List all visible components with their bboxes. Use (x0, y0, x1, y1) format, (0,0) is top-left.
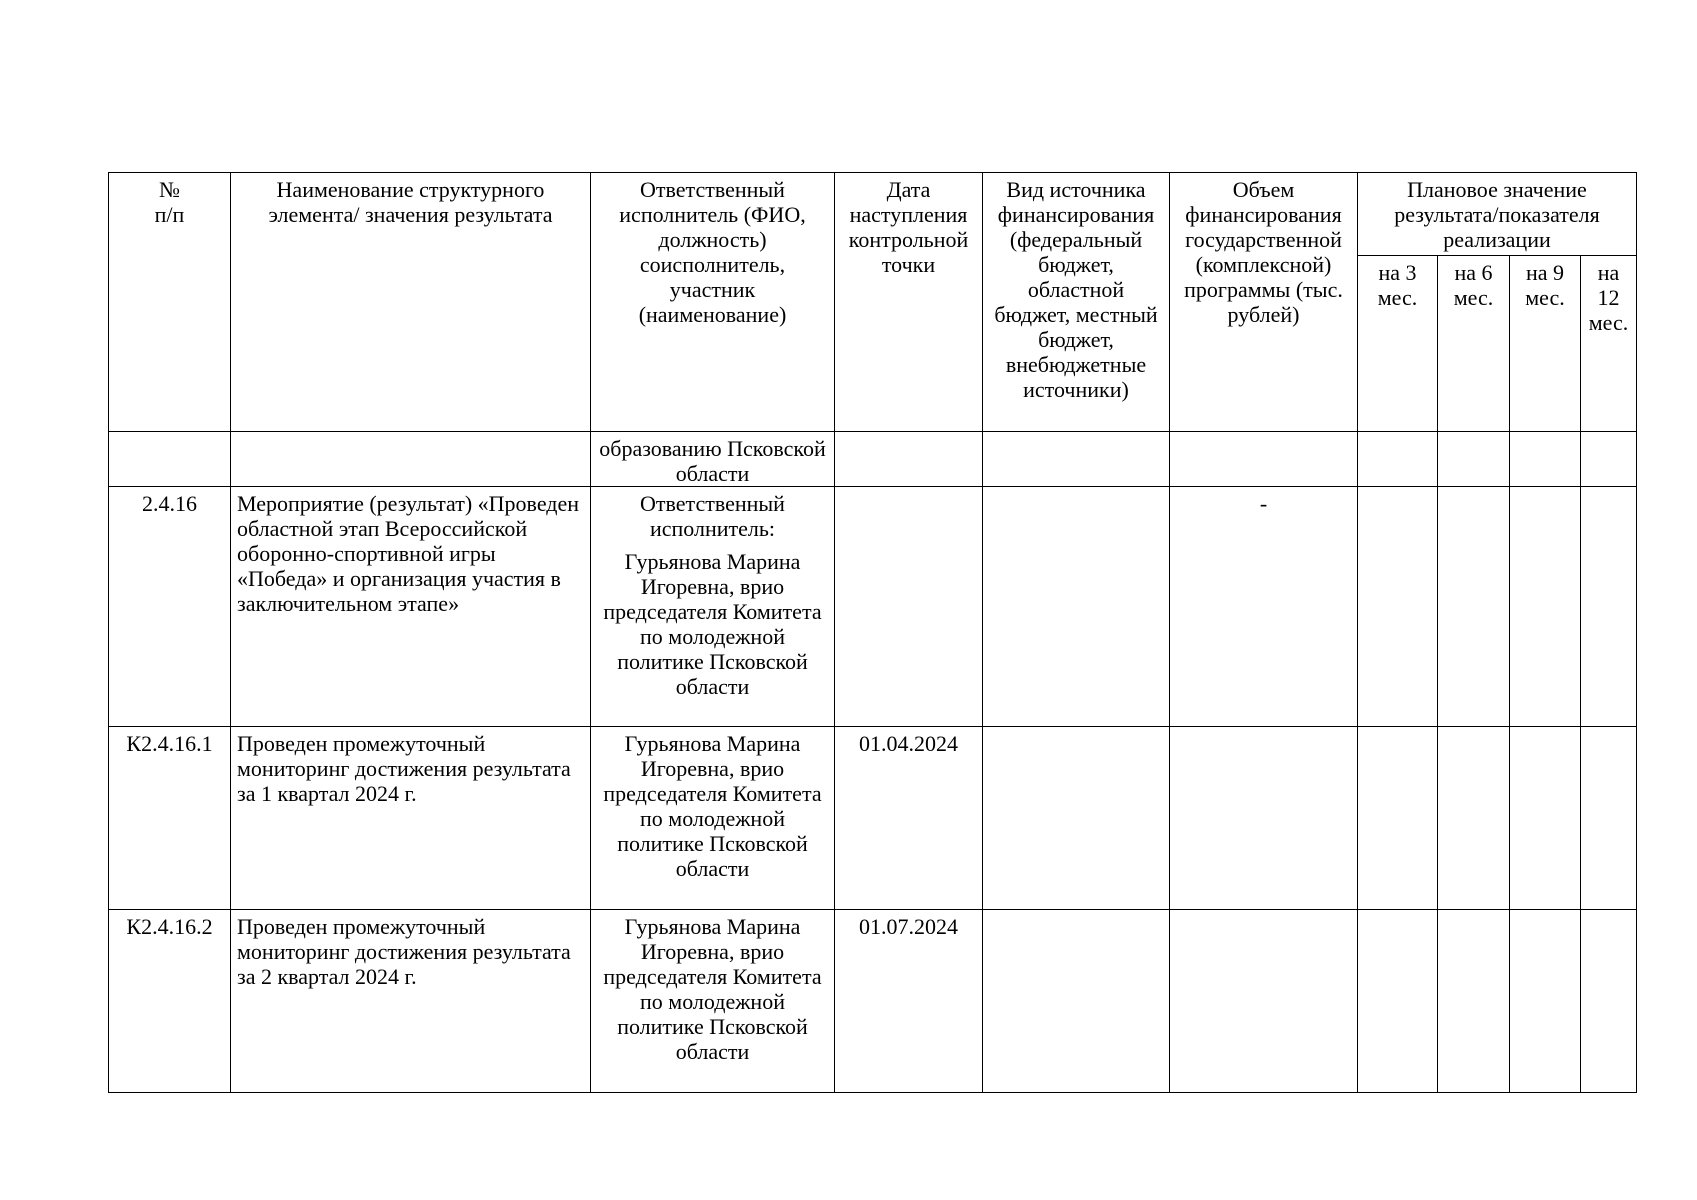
row-responsible-label: Ответственный исполнитель: (640, 491, 785, 541)
row-responsible (591, 910, 835, 1093)
header-name: Наименование структурного элемента/ значения результата (231, 173, 591, 432)
plan-table (108, 172, 1637, 1093)
row-m9 (1510, 487, 1581, 727)
row-volume (1170, 727, 1358, 910)
row-m9 (1510, 727, 1581, 910)
header-m6: на 6 мес. (1438, 256, 1510, 432)
row-responsible (591, 432, 835, 487)
header-plan: Плановое значение результата/показателя реализации (1358, 173, 1637, 256)
row-responsible (591, 727, 835, 910)
row-responsible-text: Гурьянова Марина Игоревна, врио председателя Комитета по молодежной политике Псковской области (603, 914, 822, 1064)
row-m12 (1581, 910, 1637, 1093)
row-m3 (1358, 432, 1438, 487)
row-m3 (1358, 910, 1438, 1093)
row-m9 (1510, 910, 1581, 1093)
header-source: Вид источника финансирования (федеральный бюджет, областной бюджет, местный бюджет, внебюджетные источники) (983, 173, 1170, 432)
table-row (109, 487, 1637, 727)
row-responsible-text: Гурьянова Марина Игоревна, врио председателя Комитета по молодежной политике Псковской области (603, 731, 822, 881)
row-responsible (591, 487, 835, 727)
row-responsible-text: Гурьянова Марина Игоревна, врио председателя Комитета по молодежной политике Псковской области (603, 549, 822, 699)
row-date: 01.04.2024 (835, 727, 983, 910)
row-m3 (1358, 727, 1438, 910)
header-m12: на 12 мес. (1581, 256, 1637, 432)
row-volume (1170, 910, 1358, 1093)
row-name: Мероприятие (результат) «Проведен областной этап Всероссийской оборонно-спортивной игры «Победа» и организация участия в заключительном этапе» (231, 487, 591, 727)
row-num: К2.4.16.1 (109, 727, 231, 910)
row-name (231, 432, 591, 487)
row-source (983, 727, 1170, 910)
row-volume (1170, 432, 1358, 487)
header-m3: на 3 мес. (1358, 256, 1438, 432)
row-source (983, 487, 1170, 727)
header-date: Дата наступления контрольной точки (835, 173, 983, 432)
row-name: Проведен промежуточный мониторинг достижения результата за 2 квартал 2024 г. (231, 910, 591, 1093)
row-responsible-text: образованию Псковской области (599, 436, 826, 486)
table-row (109, 910, 1637, 1093)
row-name: Проведен промежуточный мониторинг достижения результата за 1 квартал 2024 г. (231, 727, 591, 910)
row-date (835, 432, 983, 487)
table-row (109, 432, 1637, 487)
row-m6 (1438, 910, 1510, 1093)
row-m6 (1438, 487, 1510, 727)
row-date: 01.07.2024 (835, 910, 983, 1093)
row-m6 (1438, 432, 1510, 487)
row-num (109, 432, 231, 487)
row-volume: - (1170, 487, 1358, 727)
row-date (835, 487, 983, 727)
table-row (109, 727, 1637, 910)
row-m12 (1581, 432, 1637, 487)
row-source (983, 432, 1170, 487)
row-m9 (1510, 432, 1581, 487)
row-m6 (1438, 727, 1510, 910)
header-m9: на 9 мес. (1510, 256, 1581, 432)
row-source (983, 910, 1170, 1093)
header-volume: Объем финансирования государственной (комплексной) программы (тыс. рублей) (1170, 173, 1358, 432)
row-num: 2.4.16 (109, 487, 231, 727)
row-m3 (1358, 487, 1438, 727)
row-m12 (1581, 487, 1637, 727)
header-num: № п/п (109, 173, 231, 432)
row-m12 (1581, 727, 1637, 910)
row-num: К2.4.16.2 (109, 910, 231, 1093)
header-responsible: Ответственный исполнитель (ФИО, должность) соисполнитель, участник (наименование) (591, 173, 835, 432)
